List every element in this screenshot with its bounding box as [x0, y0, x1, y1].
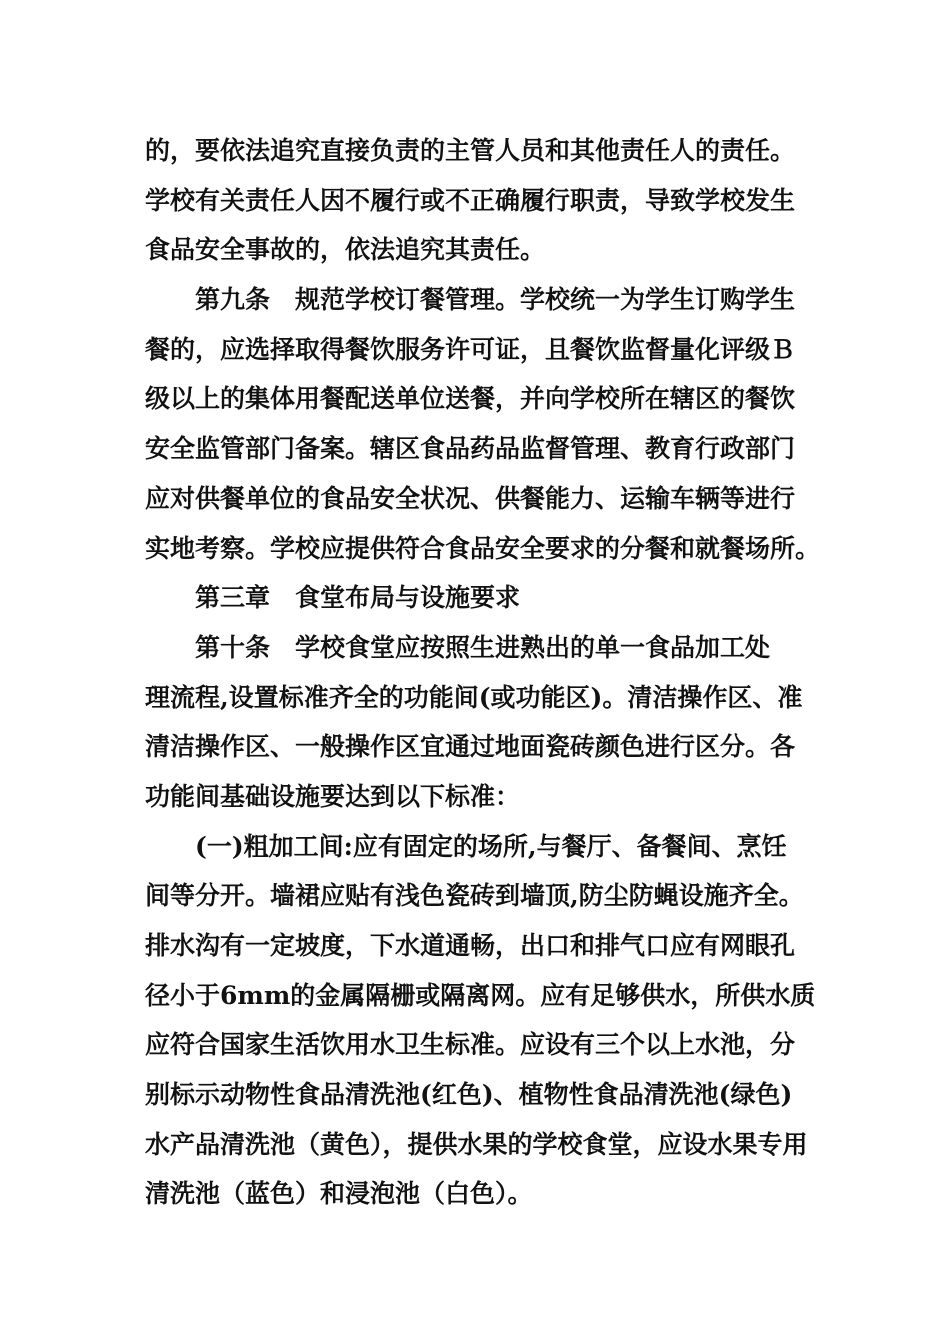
- item-1-heading-line: (一)粗加工间:应有固定的场所,与餐厅、备餐间、烹饪: [195, 831, 787, 861]
- text-line: 间等分开。墙裙应贴有浅色瓷砖到墙顶,防尘防蝇设施齐全。: [145, 881, 804, 911]
- text-line: 学校有关责任人因不履行或不正确履行职责，导致学校发生: [145, 185, 796, 215]
- text-line: 水产品清洗池（黄色），提供水果的学校食堂，应设水果专用: [145, 1129, 808, 1159]
- text-line: 径小于6mm的金属隔栅或隔离网。应有足够供水，所供水质: [145, 980, 816, 1010]
- text-line: 理流程,设置标准齐全的功能间(或功能区)。清洁操作区、准: [145, 682, 803, 712]
- chapter-3-heading: 第三章 食堂布局与设施要求: [195, 583, 521, 613]
- text-line: 的，要依法追究直接负责的主管人员和其他责任人的责任。: [145, 136, 796, 165]
- text-line: 清洗池（蓝色）和浸泡池（白色）。: [145, 1179, 533, 1209]
- text-line: 排水沟有一定坡度，下水道通畅，出口和排气口应有网眼孔: [145, 931, 796, 960]
- text-line: 安全监管部门备案。辖区食品药品监督管理、教育行政部门: [145, 434, 796, 464]
- text-line: 别标示动物性食品清洗池(红色)、植物性食品清洗池(绿色): [145, 1080, 793, 1110]
- text-line: 功能间基础设施要达到以下标准：: [145, 781, 521, 811]
- text-line: 清洁操作区、一般操作区宜通过地面瓷砖颜色进行区分。各: [145, 732, 796, 762]
- document-body: [145, 126, 821, 1219]
- text-line: 应符合国家生活饮用水卫生标准。应设有三个以上水池，分: [145, 1030, 796, 1060]
- text-line: 食品安全事故的，依法追究其责任。: [145, 235, 546, 265]
- text-line: 实地考察。学校应提供符合食品安全要求的分餐和就餐场所。: [145, 533, 821, 563]
- article-10-heading-line: 第十条 学校食堂应按照生进熟出的单一食品加工处: [195, 632, 771, 662]
- article-9-heading-line: 第九条 规范学校订餐管理。学校统一为学生订购学生: [195, 285, 796, 315]
- text-line: 级以上的集体用餐配送单位送餐，并向学校所在辖区的餐饮: [145, 384, 796, 414]
- text-line: 应对供餐单位的食品安全状况、供餐能力、运输车辆等进行: [145, 483, 796, 513]
- text-line: 餐的，应选择取得餐饮服务许可证，且餐饮监督量化评级Ｂ: [145, 334, 796, 364]
